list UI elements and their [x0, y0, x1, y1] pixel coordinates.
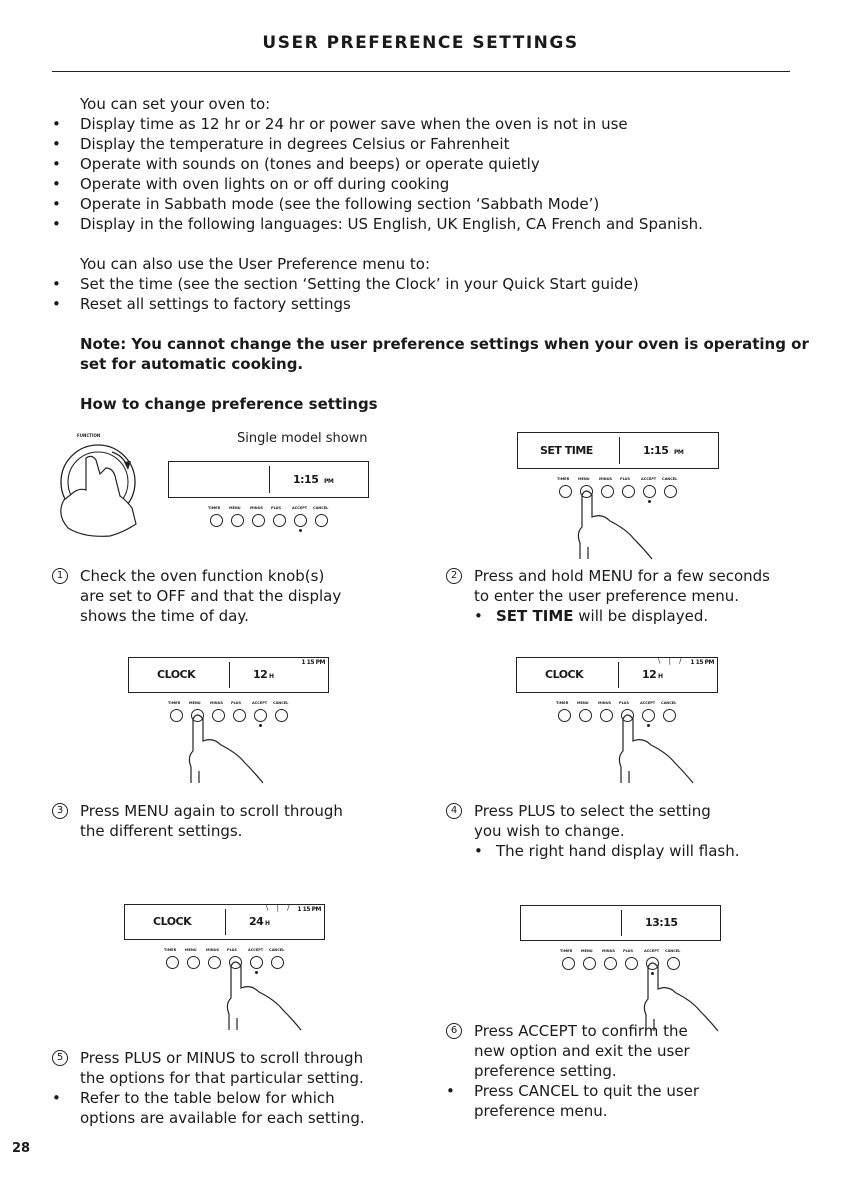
display-right-text: 13:15	[645, 916, 678, 929]
step-text: Press and hold MENU for a few seconds	[474, 567, 770, 585]
button-minus[interactable]	[600, 709, 613, 722]
display-divider	[229, 662, 230, 688]
step-text: the options for that particular setting.	[80, 1069, 364, 1087]
step-text: shows the time of day.	[80, 607, 249, 625]
list-item: Operate with oven lights on or off during cooking	[80, 175, 450, 193]
step-text: new option and exit the user	[474, 1042, 690, 1060]
step-number-6: 6	[446, 1023, 462, 1039]
button-plus[interactable]	[273, 514, 286, 527]
button-plus[interactable]	[625, 957, 638, 970]
button-label-menu: MENU	[578, 477, 590, 481]
display-divider	[618, 662, 619, 688]
note-line-1: Note: You cannot change the user preference settings when your oven is operating or	[80, 335, 809, 353]
button-accept[interactable]	[294, 514, 307, 527]
bullet-icon: •	[446, 1082, 455, 1100]
button-cancel[interactable]	[275, 709, 288, 722]
button-timer[interactable]	[558, 709, 571, 722]
button-label-plus: PLUS	[620, 477, 631, 481]
button-label-timer: TIMER	[164, 948, 177, 952]
step-text: Press MENU again to scroll through	[80, 802, 343, 820]
button-cancel[interactable]	[664, 485, 677, 498]
button-label-plus: PLUS	[271, 506, 282, 510]
bullet-icon: •	[52, 175, 61, 193]
button-label-minus: MINUS	[602, 949, 616, 953]
display-corner-time: 1 15 PM	[690, 659, 714, 666]
display-panel	[168, 461, 369, 498]
note-line-2: set for automatic cooking.	[80, 355, 304, 373]
button-label-menu: MENU	[581, 949, 593, 953]
button-label-timer: TIMER	[556, 701, 569, 705]
button-label-minus: MINUS	[206, 948, 220, 952]
step-subtext	[496, 606, 708, 626]
title-rule	[52, 71, 790, 72]
button-label-plus: PLUS	[227, 948, 238, 952]
step-text: you wish to change.	[474, 822, 625, 840]
flash-indicator-icon: \ | /	[658, 657, 685, 665]
bullet-icon: •	[474, 607, 483, 625]
bullet-icon: •	[52, 135, 61, 153]
button-label-cancel: CANCEL	[662, 477, 678, 481]
bullet-icon: •	[52, 195, 61, 213]
display-right-text: 12	[642, 668, 657, 681]
button-label-menu: MENU	[185, 948, 197, 952]
display-suffix: PM	[674, 448, 684, 456]
display-corner-time: 1 15 PM	[297, 906, 321, 913]
step-text: Check the oven function knob(s)	[80, 567, 325, 585]
button-label-minus: MINUS	[210, 701, 224, 705]
page-number: 28	[12, 1141, 31, 1156]
step-text: Press PLUS to select the setting	[474, 802, 711, 820]
button-label-minus: MINUS	[250, 506, 264, 510]
button-label-cancel: CANCEL	[269, 948, 285, 952]
step-text: preference setting.	[474, 1062, 617, 1080]
list-item: Operate with sounds on (tones and beeps) or operate quietly	[80, 155, 540, 173]
button-label-cancel: CANCEL	[661, 701, 677, 705]
display-divider	[619, 437, 620, 464]
display-right-text: 1:15	[293, 472, 319, 486]
step-bullet-text: Refer to the table below for which	[80, 1089, 335, 1107]
display-panel	[124, 904, 325, 940]
pressing-hand-icon	[183, 711, 273, 786]
bullet-icon: •	[474, 842, 483, 860]
display-panel	[516, 657, 718, 693]
intro-text-2: You can also use the User Preference menu to:	[80, 255, 431, 273]
button-label-timer: TIMER	[560, 949, 573, 953]
button-menu[interactable]	[231, 514, 244, 527]
list-item: Set the time (see the section ‘Setting the Clock’ in your Quick Start guide)	[80, 275, 639, 293]
step-text: Press PLUS or MINUS to scroll through	[80, 1049, 364, 1067]
button-menu[interactable]	[583, 957, 596, 970]
display-right-text: 12	[253, 668, 268, 681]
button-label-cancel: CANCEL	[665, 949, 681, 953]
step-text: Press ACCEPT to confirm the	[474, 1022, 688, 1040]
step-bullet-text: Press CANCEL to quit the user	[474, 1082, 700, 1100]
flash-indicator-icon: \ | /	[266, 904, 293, 912]
button-label-timer: TIMER	[557, 477, 570, 481]
button-label-cancel: CANCEL	[313, 506, 329, 510]
bullet-icon: •	[52, 295, 61, 313]
list-item: Reset all settings to factory settings	[80, 295, 351, 313]
button-minus[interactable]	[604, 957, 617, 970]
button-minus[interactable]	[208, 956, 221, 969]
button-label-plus: PLUS	[623, 949, 634, 953]
button-label-minus: MINUS	[599, 477, 613, 481]
step-subtext: The right hand display will flash.	[496, 842, 740, 860]
button-timer[interactable]	[166, 956, 179, 969]
display-divider	[269, 466, 270, 493]
step-number-5: 5	[52, 1050, 68, 1066]
button-label-minus: MINUS	[598, 701, 612, 705]
button-menu[interactable]	[187, 956, 200, 969]
button-label-menu: MENU	[229, 506, 241, 510]
step-number-3: 3	[52, 803, 68, 819]
button-label-accept: ACCEPT	[640, 701, 656, 705]
pressing-hand-icon	[572, 487, 662, 562]
list-item: Display time as 12 hr or 24 hr or power save when the oven is not in use	[80, 115, 628, 133]
button-label-plus: PLUS	[231, 701, 242, 705]
display-panel	[517, 432, 719, 469]
display-divider	[621, 910, 622, 936]
step-text: the different settings.	[80, 822, 243, 840]
step-text: are set to OFF and that the display	[80, 587, 342, 605]
pressing-hand-icon	[613, 711, 703, 786]
accept-indicator-dot	[299, 529, 302, 532]
display-left-text: CLOCK	[153, 915, 192, 928]
knob-label: FUNCTION	[77, 433, 101, 438]
single-model-caption: Single model shown	[237, 431, 368, 446]
display-right-text: 1:15	[643, 443, 669, 457]
button-label-menu: MENU	[577, 701, 589, 705]
button-label-accept: ACCEPT	[248, 948, 264, 952]
button-label-menu: MENU	[189, 701, 201, 705]
bullet-icon: •	[52, 1089, 61, 1107]
function-knob-icon	[50, 440, 150, 540]
howto-heading: How to change preference settings	[80, 395, 378, 413]
step-text: to enter the user preference menu.	[474, 587, 740, 605]
list-item: Display in the following languages: US English, UK English, CA French and Spanish.	[80, 215, 703, 233]
button-label-plus: PLUS	[619, 701, 630, 705]
display-left-text: SET TIME	[540, 443, 593, 457]
bullet-icon: •	[52, 115, 61, 133]
step-bullet-text: options are available for each setting.	[80, 1109, 365, 1127]
pressing-hand-icon	[221, 958, 311, 1033]
button-label-timer: TIMER	[168, 701, 181, 705]
page-title: USER PREFERENCE SETTINGS	[262, 33, 579, 53]
display-left-text: CLOCK	[545, 668, 584, 681]
button-label-accept: ACCEPT	[252, 701, 268, 705]
list-item: Operate in Sabbath mode (see the following section ‘Sabbath Mode’)	[80, 195, 600, 213]
display-suffix: H	[269, 673, 274, 680]
step-subtext-rest: will be displayed.	[573, 607, 709, 625]
display-suffix: H	[265, 920, 270, 927]
button-timer[interactable]	[559, 485, 572, 498]
button-label-accept: ACCEPT	[292, 506, 308, 510]
button-timer[interactable]	[170, 709, 183, 722]
display-left-text: CLOCK	[157, 668, 196, 681]
step-number-4: 4	[446, 803, 462, 819]
button-cancel[interactable]	[315, 514, 328, 527]
button-menu[interactable]	[579, 709, 592, 722]
step-subtext-bold: SET TIME	[496, 607, 574, 625]
display-panel	[128, 657, 329, 693]
bullet-icon: •	[52, 155, 61, 173]
button-timer[interactable]	[562, 957, 575, 970]
step-number-2: 2	[446, 568, 462, 584]
display-panel	[520, 905, 721, 941]
button-label-accept: ACCEPT	[641, 477, 657, 481]
button-label-cancel: CANCEL	[273, 701, 289, 705]
intro-text-1: You can set your oven to:	[80, 95, 271, 113]
display-right-text: 24	[249, 915, 264, 928]
step-bullet-text: preference menu.	[474, 1102, 608, 1120]
button-timer[interactable]	[210, 514, 223, 527]
bullet-icon: •	[52, 275, 61, 293]
display-suffix: PM	[324, 477, 334, 485]
button-label-timer: TIMER	[208, 506, 221, 510]
button-minus[interactable]	[252, 514, 265, 527]
display-divider	[225, 909, 226, 935]
list-item: Display the temperature in degrees Celsius or Fahrenheit	[80, 135, 510, 153]
step-number-1: 1	[52, 568, 68, 584]
display-corner-time: 1 15 PM	[301, 659, 325, 666]
display-suffix: H	[658, 673, 663, 680]
button-label-accept: ACCEPT	[644, 949, 660, 953]
bullet-icon: •	[52, 215, 61, 233]
